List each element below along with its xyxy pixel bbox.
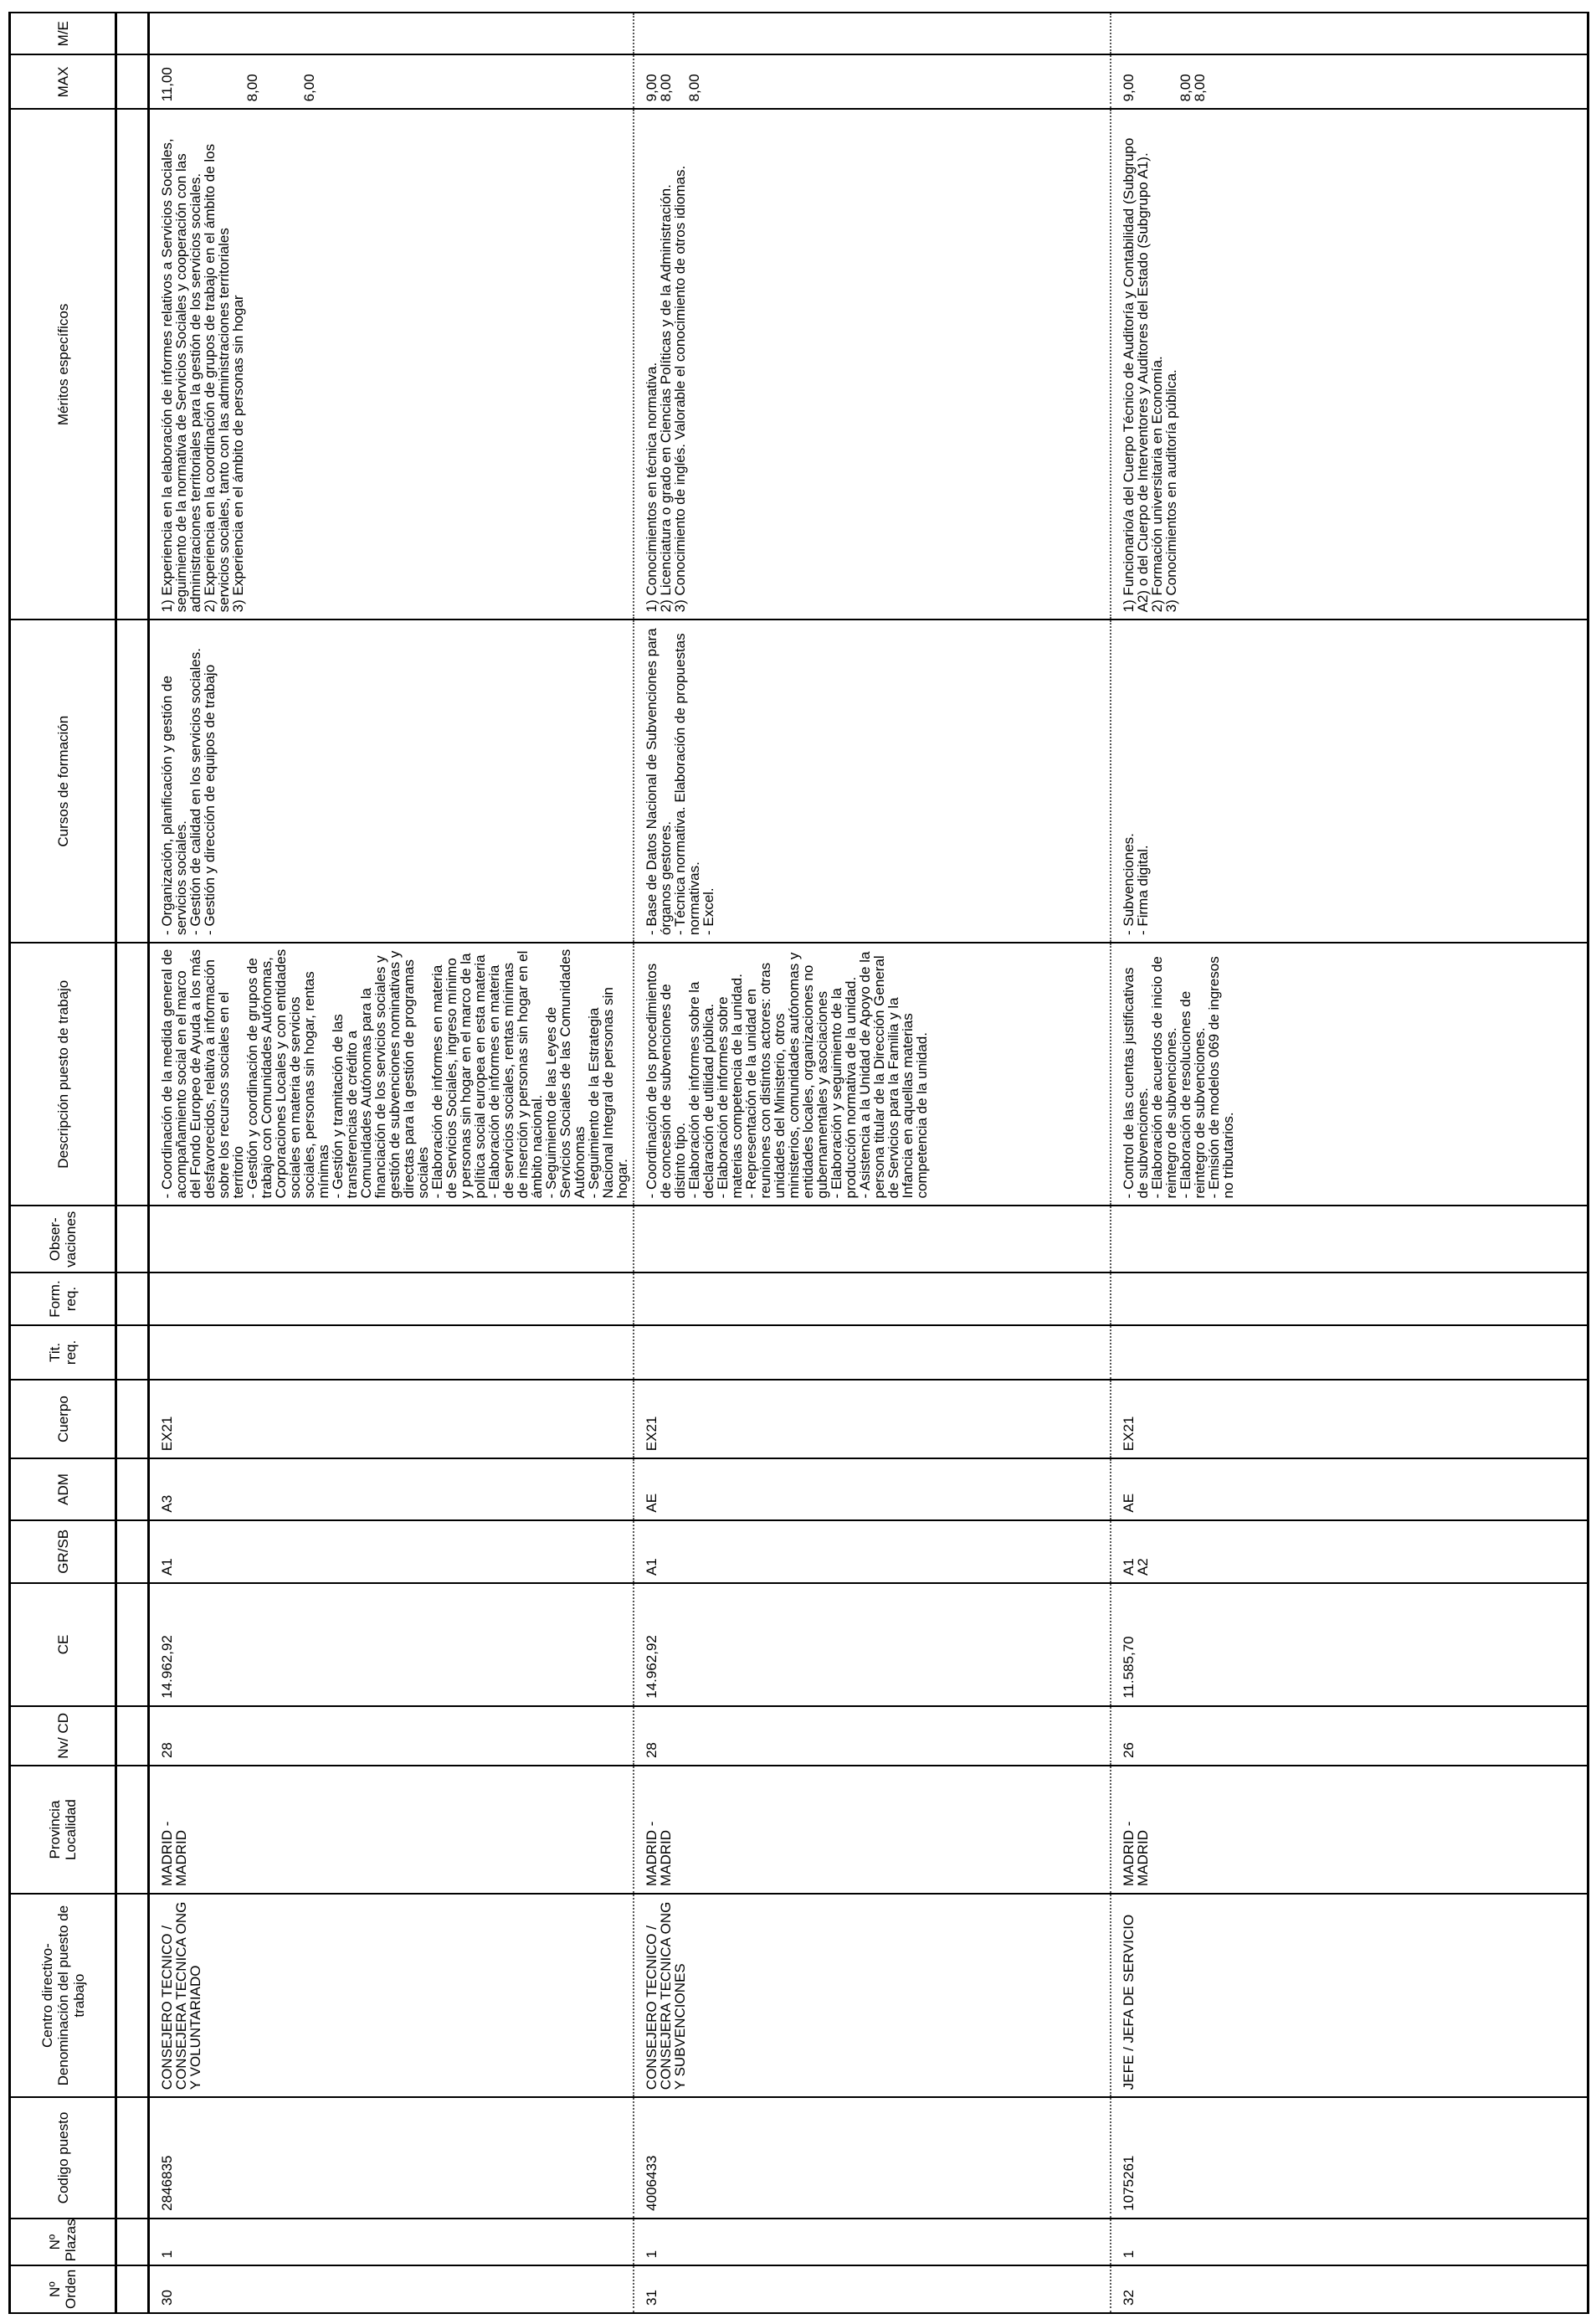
cell-codigo: 2846835 [149,2097,634,2219]
max-value: 8,00 [1192,74,1208,102]
cell-codigo: 4006433 [634,2097,1111,2219]
cell-titulacion [634,1325,1111,1380]
col-header-meritos: Méritos específicos [10,109,116,620]
blank-spacer-row [116,13,149,2313]
cell-grupo: A1 [149,1520,634,1583]
cell-orden: 30 [149,2265,634,2313]
header-row [10,13,116,2313]
col-header-cursos: Cursos de formación [10,620,116,943]
cell-meritos: 1) Experiencia en la elaboración de informes relativos a Servicios Sociales, seguimiento de la normativa de Servicios Sociales y cooperación con las administraciones territoriales para la gestión de los servicios sociales. 2) Experiencia en la coordinación de grupos de trabajo en el ámbito de los servicios sociales, tanto con las administraciones territoriales 3) Experiencia en el ámbito de personas sin hogar [149,109,634,620]
max-value: 8,00 [686,74,702,102]
max-value: 9,00 [1121,74,1137,102]
cell-nivel: 28 [634,1706,1111,1766]
cell-formacion-req [634,1273,1111,1325]
table-row [1111,13,1588,2313]
col-header-cuerpo: Cuerpo [10,1380,116,1458]
cell-descripcion: - Coordinación de la medida general de acompañamiento social en el marco del Fondo Europeo de Ayuda a los más desfavorecidos, relativa a información sobre los recursos sociales en el territorio - Gestión y coordinación de grupos de trabajo con Comunidades Autónomas, Corporaciones Locales y con entidades sociales en materia de servicios sociales, personas sin hogar, rentas mínimas - Gestión y tramitación de las transferencias de crédito a Comunidades Autónomas para la financiación de los servicios sociales y gestión de subvenciones nominativas y directas para la gestión de programas sociales - Elaboración de informes en materia de Servicios Sociales, ingreso mínimo y personas sin hogar en el marco de la política social europea en esta materia - Elaboración de informes en materia de servicios sociales, rentas mínimas de inserción y personas sin hogar en el ámbito nacional. - Seguimiento de las Leyes de Servicios Sociales de las Comunidades Autónomas - Seguimiento de la Estrategia Nacional Integral de personas sin hogar. [149,943,634,1206]
cell-observaciones [149,1206,634,1273]
cell-cursos: - Organización, planificación y gestión de servicios sociales. - Gestión de calidad en los servicios sociales. - Gestión y dirección de equipos de trabajo [149,620,634,943]
cell-max [634,54,1111,109]
cell-me [1111,13,1588,54]
cell-plazas: 1 [634,2219,1111,2266]
table-row [634,13,1111,2313]
cell-orden: 31 [634,2265,1111,2313]
cell-adm: A3 [149,1458,634,1519]
cell-localidad: MADRID - MADRID [149,1766,634,1894]
cell-max [149,54,634,109]
cell-nivel: 28 [149,1706,634,1766]
col-header-plazas: Nº Plazas [10,2219,116,2266]
cell-observaciones [634,1206,1111,1273]
cell-adm: AE [1111,1458,1588,1519]
col-header-titulacion: Tit. req. [10,1325,116,1380]
cell-orden: 32 [1111,2265,1588,2313]
max-value: 8,00 [244,74,260,102]
cell-nivel: 26 [1111,1706,1588,1766]
cell-grupo: A1 A2 [1111,1520,1588,1583]
cell-descripcion: - Control de las cuentas justificativas de subvenciones. - Elaboración de acuerdos de inicio de reintegro de subvenciones. - Elaboración de resoluciones de reintegro de subvenciones. - Emisión de modelos 069 de ingresos no tributarios. [1111,943,1588,1206]
col-header-adm: ADM [10,1458,116,1519]
cell-formacion-req [149,1273,634,1325]
cell-puesto: CONSEJERO TECNICO / CONSEJERA TECNICA ONG Y VOLUNTARIADO [149,1894,634,2097]
table-row [149,13,634,2313]
cell-cursos: - Base de Datos Nacional de Subvenciones para órganos gestores. - Técnica normativa. Elaboración de propuestas normativas. - Excel. [634,620,1111,943]
cell-plazas: 1 [1111,2219,1588,2266]
cell-adm: AE [634,1458,1111,1519]
col-header-puesto: Centro directivo-Denominación del puesto de trabajo [10,1894,116,2097]
cell-plazas: 1 [149,2219,634,2266]
cell-cuerpo: EX21 [149,1380,634,1458]
max-value: 9,00 [644,74,659,102]
job-positions-table [8,12,1589,2314]
col-header-observaciones: Obser- vaciones [10,1206,116,1273]
cell-meritos: 1) Conocimientos en técnica normativa. 2) Licenciatura o grado en Ciencias Políticas y de la Administración. 3) Conocimiento de inglés. Valorable el conocimiento de otros idiomas. [634,109,1111,620]
max-value: 8,00 [1178,74,1193,102]
col-header-grupo: GR/SB [10,1520,116,1583]
cell-puesto: CONSEJERO TECNICO / CONSEJERA TECNICA ONG Y SUBVENCIONES [634,1894,1111,2097]
cell-localidad: MADRID - MADRID [634,1766,1111,1894]
col-header-formacion: Form. req. [10,1273,116,1325]
max-value: 6,00 [301,74,317,102]
col-header-me: M/E [10,13,116,54]
max-value: 8,00 [658,74,674,102]
cell-titulacion [1111,1325,1588,1380]
col-header-descripcion: Descripción puesto de trabajo [10,943,116,1206]
cell-cuerpo: EX21 [1111,1380,1588,1458]
cell-titulacion [149,1325,634,1380]
cell-ce: 14.962,92 [634,1583,1111,1706]
cell-grupo: A1 [634,1520,1111,1583]
col-header-codigo: Codigo puesto [10,2097,116,2219]
cell-me [634,13,1111,54]
cell-me [149,13,634,54]
cell-puesto: JEFE / JEFA DE SERVICIO [1111,1894,1588,2097]
cell-formacion-req [1111,1273,1588,1325]
col-header-max: MAX [10,54,116,109]
col-header-ce: CE [10,1583,116,1706]
cell-ce: 14.962,92 [149,1583,634,1706]
cell-codigo: 1075261 [1111,2097,1588,2219]
col-header-nivel: Nv/ CD [10,1706,116,1766]
max-value: 11,00 [159,67,175,102]
cell-max [1111,54,1588,109]
cell-ce: 11.585,70 [1111,1583,1588,1706]
col-header-orden: Nº Orden [10,2265,116,2313]
col-header-localidad: Provincia Localidad [10,1766,116,1894]
cell-descripcion: - Coordinación de los procedimientos de concesión de subvenciones de distinto tipo. - Elaboración de informes sobre la declaración de utilidad pública. - Elaboración de informes sobre materias competencia de la unidad. - Representación de la unidad en reuniones con distintos actores: otras unidades del Ministerio, otros ministerios, comunidades autónomas y entidades locales, organizaciones no gubernamentales y asociaciones - Elaboración y seguimiento de la producción normativa de la unidad. - Asistencia a la Unidad de Apoyo de la persona titular de la Dirección General de Servicios para la Familia y la Infancia en aquellas materias competencia de la unidad. [634,943,1111,1206]
cell-cursos: - Subvenciones. - Firma digital. [1111,620,1588,943]
cell-cuerpo: EX21 [634,1380,1111,1458]
cell-meritos: 1) Funcionario/a del Cuerpo Técnico de Auditoría y Contabilidad (Subgrupo A2) o del Cuerpo de Interventores y Auditores del Estado (Subgrupo A1). 2) Formación universitaria en Economía. 3) Conocimientos en auditoría pública. [1111,109,1588,620]
cell-localidad: MADRID - MADRID [1111,1766,1588,1894]
cell-observaciones [1111,1206,1588,1273]
